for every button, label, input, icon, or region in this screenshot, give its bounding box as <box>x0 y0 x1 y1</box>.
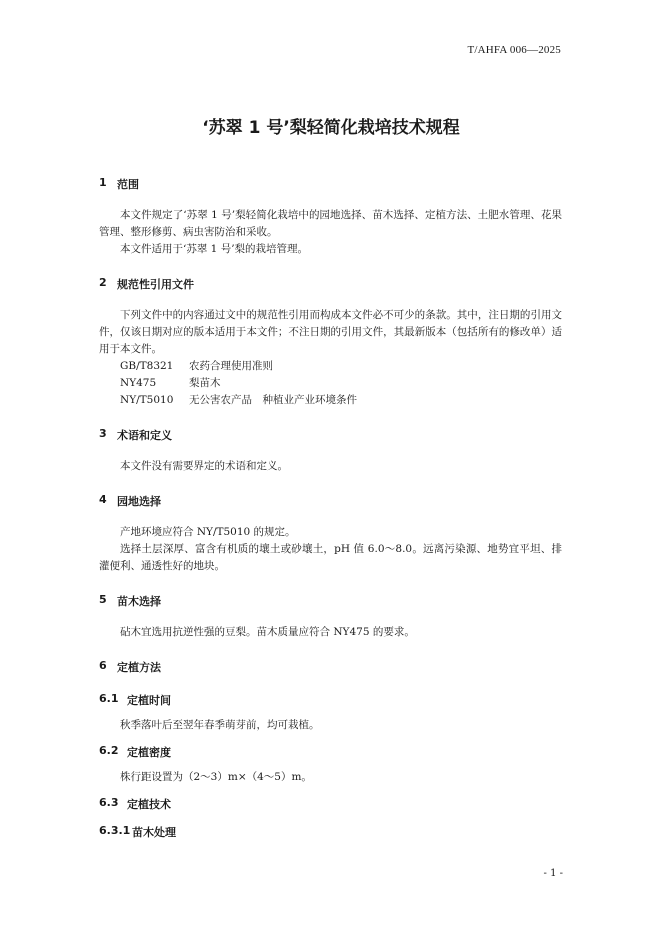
reference-item <box>99 375 562 392</box>
subsection-heading-6-1 <box>99 692 562 708</box>
section-number: 3 <box>99 427 107 440</box>
subsection-heading-6-3-1 <box>99 824 562 840</box>
document-code: T/AHFA 006—2025 <box>467 44 561 56</box>
paragraph: 砧木宜选用抗逆性强的豆梨。苗木质量应符合 NY475 的要求。 <box>120 626 415 638</box>
section-heading-4 <box>99 493 562 509</box>
section-heading-2 <box>99 276 562 292</box>
section-number: 2 <box>99 276 107 289</box>
paragraph: 本文件适用于‘苏翠 1 号’梨的栽培管理。 <box>120 243 309 255</box>
paragraph: 下列文件中的内容通过文中的规范性引用而构成本文件必不可少的条款。其中，注日期的引用文件，仅该日期对应的版本适用于本文件；不注日期的引用文件，其最新版本（包括所有的修改单）适用于本文件。 <box>99 309 562 355</box>
document-title: ‘苏翠 1 号’梨轻简化栽培技术规程 <box>202 118 460 138</box>
subsection-number: 6.2 <box>99 744 119 757</box>
section-heading-3 <box>99 427 562 443</box>
paragraph: 选择土层深厚、富含有机质的壤土或砂壤土，pH 值 6.0～8.0。远离污染源、地势宜平坦、排灌便利、通透性好的地块。 <box>99 543 562 572</box>
paragraph: 株行距设置为（2～3）m×（4～5）m。 <box>120 771 312 783</box>
reference-name: 梨苗木 <box>189 377 221 389</box>
subsection-heading-6-3 <box>99 796 562 812</box>
subsection-heading-6-2 <box>99 744 562 760</box>
section-title: 术语和定义 <box>117 429 172 442</box>
reference-item <box>99 392 562 409</box>
section-heading-1 <box>99 176 562 192</box>
section-title: 苗木选择 <box>117 595 161 608</box>
subsection-number: 6.3.1 <box>99 824 131 837</box>
paragraph: 本文件规定了‘苏翠 1 号’梨轻简化栽培中的园地选择、苗木选择、定植方法、土肥水管理、花果管理、整形修剪、病虫害防治和采收。 <box>99 209 562 238</box>
subsection-title: 定植密度 <box>127 746 171 759</box>
paragraph: 产地环境应符合 NY/T5010 的规定。 <box>120 526 296 538</box>
reference-name: 农药合理使用准则 <box>189 360 273 372</box>
section-title: 规范性引用文件 <box>117 278 194 291</box>
subsection-title: 定植时间 <box>127 694 171 707</box>
paragraph: 秋季落叶后至翌年春季萌芽前，均可栽植。 <box>120 719 320 731</box>
section-title: 园地选择 <box>117 495 161 508</box>
section-number: 1 <box>99 176 107 189</box>
subsection-title: 定植技术 <box>127 798 171 811</box>
section-heading-5 <box>99 593 562 609</box>
section-number: 4 <box>99 493 107 506</box>
section-title: 范围 <box>117 178 139 191</box>
section-heading-6 <box>99 659 562 675</box>
subsection-number: 6.3 <box>99 796 119 809</box>
section-title: 定植方法 <box>117 661 161 674</box>
document-body <box>99 176 562 840</box>
reference-code: NY/T5010 <box>120 394 174 406</box>
reference-code: NY475 <box>120 377 157 389</box>
reference-name: 无公害农产品 种植业产业环境条件 <box>189 394 357 406</box>
section-number: 5 <box>99 593 107 606</box>
section-number: 6 <box>99 659 107 672</box>
subsection-number: 6.1 <box>99 692 119 705</box>
page-number: - 1 - <box>543 868 563 879</box>
subsection-title: 苗木处理 <box>132 826 176 839</box>
reference-item <box>99 358 562 375</box>
reference-code: GB/T8321 <box>120 360 174 372</box>
paragraph: 本文件没有需要界定的术语和定义。 <box>120 460 288 472</box>
